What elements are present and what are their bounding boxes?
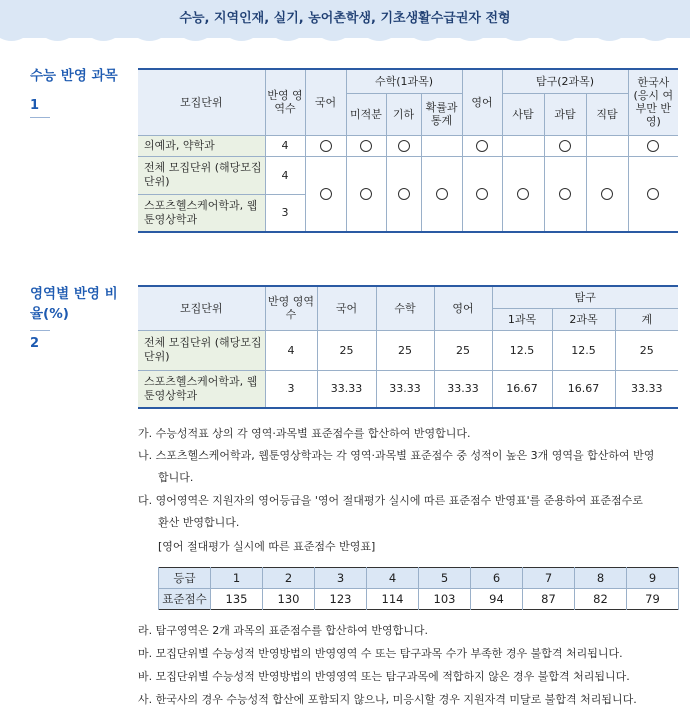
circle-mark <box>360 140 372 152</box>
row-inq1: 16.67 <box>492 370 552 408</box>
row-english: 33.33 <box>434 370 492 408</box>
circle-mark <box>476 140 488 152</box>
row-korean: 33.33 <box>317 370 376 408</box>
grade-label: 등급 <box>159 568 211 589</box>
grade-cell: 7 <box>523 568 575 589</box>
th-unit: 모집단위 <box>138 286 265 330</box>
th-math: 수학(1과목) <box>346 69 462 93</box>
row-total: 33.33 <box>615 370 678 408</box>
page-banner <box>0 0 690 38</box>
th-inquiry: 탐구(2과목) <box>502 69 628 93</box>
th-inq-science: 과탐 <box>544 93 586 135</box>
section1-rule <box>30 117 50 118</box>
th-math-calc: 미적분 <box>346 93 386 135</box>
score-cell: 94 <box>471 589 523 610</box>
note-ra: 라. 탐구영역은 2개 과목의 표준점수를 합산하여 반영합니다. <box>138 624 428 637</box>
circle-mark <box>436 188 448 200</box>
table-row <box>138 370 678 408</box>
section1-number: 1 <box>30 98 40 113</box>
circle-mark <box>476 188 488 200</box>
th-korean: 국어 <box>317 286 376 330</box>
th-english: 영어 <box>434 286 492 330</box>
grade-cell: 2 <box>263 568 315 589</box>
row-inq2: 12.5 <box>552 330 615 370</box>
reflection-subjects-table <box>138 68 678 233</box>
score-cell: 82 <box>575 589 627 610</box>
english-table-title: [영어 절대평가 실시에 따른 표준점수 반영표] <box>158 540 376 553</box>
th-korean: 국어 <box>305 69 346 135</box>
score-cell: 135 <box>211 589 263 610</box>
circle-mark <box>559 140 571 152</box>
section1-title: 수능 반영 과목 <box>30 68 118 84</box>
english-score-table <box>158 567 679 610</box>
grade-cell: 3 <box>315 568 367 589</box>
note-ba: 바. 모집단위별 수능성적 반영방법의 반영영역 또는 탐구과목에 적합하지 않은 경우 불합격 처리됩니다. <box>138 670 630 683</box>
row-unit: 의예과, 약학과 <box>138 135 265 156</box>
th-unit: 모집단위 <box>138 69 265 135</box>
score-cell: 123 <box>315 589 367 610</box>
note-ma: 마. 모집단위별 수능성적 반영방법의 반영영역 수 또는 탐구과목 수가 부족한 경우 불합격 처리됩니다. <box>138 647 623 660</box>
th-math-prob: 확률과 통계 <box>421 93 462 135</box>
th-math-geo: 기하 <box>386 93 421 135</box>
row-count: 3 <box>265 370 317 408</box>
th-inq2: 2과목 <box>552 308 615 330</box>
circle-mark <box>320 188 332 200</box>
row-count: 4 <box>265 135 305 156</box>
table-row <box>138 330 678 370</box>
circle-mark <box>647 188 659 200</box>
score-cell: 87 <box>523 589 575 610</box>
note-na-line1: 나. 스포츠헬스케어학과, 웹툰영상학과는 각 영역·과목별 표준점수 중 성적이 높은 3개 영역을 합산하여 반영 <box>138 449 655 462</box>
th-inq1: 1과목 <box>492 308 552 330</box>
th-math: 수학 <box>376 286 434 330</box>
th-inquiry: 탐구 <box>492 286 678 308</box>
banner-wave-decoration <box>0 36 690 44</box>
th-history: 한국사 (응시 여부만 반영) <box>628 69 678 135</box>
th-inq-vocational: 직탐 <box>586 93 628 135</box>
grade-row <box>159 568 679 589</box>
note-ga: 가. 수능성적표 상의 각 영역·과목별 표준점수를 합산하여 반영합니다. <box>138 427 471 440</box>
row-korean: 25 <box>317 330 376 370</box>
row-count: 4 <box>265 156 305 194</box>
circle-mark <box>647 140 659 152</box>
th-inq-social: 사탐 <box>502 93 544 135</box>
th-english: 영어 <box>462 69 502 135</box>
section2-title: 영역별 반영 비율(%) <box>30 286 118 322</box>
row-english: 25 <box>434 330 492 370</box>
row-count: 4 <box>265 330 317 370</box>
table-row <box>138 156 678 194</box>
circle-mark <box>601 188 613 200</box>
row-math: 33.33 <box>376 370 434 408</box>
note-da-line2: 환산 반영합니다. <box>158 516 240 529</box>
score-cell: 130 <box>263 589 315 610</box>
grade-cell: 8 <box>575 568 627 589</box>
circle-mark <box>517 188 529 200</box>
grade-cell: 1 <box>211 568 263 589</box>
score-row <box>159 589 679 610</box>
grade-cell: 6 <box>471 568 523 589</box>
circle-mark <box>398 188 410 200</box>
row-unit: 스포츠헬스케어학과, 웹툰영상학과 <box>138 194 265 232</box>
score-cell: 103 <box>419 589 471 610</box>
score-label: 표준점수 <box>159 589 211 610</box>
section2-number: 2 <box>30 336 40 351</box>
circle-mark <box>360 188 372 200</box>
th-count: 반영 영역수 <box>265 69 305 135</box>
note-da-line1: 다. 영어영역은 지원자의 영어등급을 '영어 절대평가 실시에 따른 표준점수 반영표'를 준용하여 표준점수로 <box>138 494 643 507</box>
banner-title: 수능, 지역인재, 실기, 농어촌학생, 기초생활수급권자 전형 <box>179 11 511 26</box>
grade-cell: 5 <box>419 568 471 589</box>
section2-rule <box>30 330 50 331</box>
grade-cell: 9 <box>627 568 679 589</box>
row-unit: 전체 모집단위 (해당모집단위) <box>138 330 265 370</box>
th-inq-total: 계 <box>615 308 678 330</box>
ratio-table <box>138 285 678 409</box>
table-row <box>138 135 678 156</box>
circle-mark <box>320 140 332 152</box>
circle-mark <box>398 140 410 152</box>
row-unit: 전체 모집단위 (해당모집단위) <box>138 156 265 194</box>
grade-cell: 4 <box>367 568 419 589</box>
row-inq1: 12.5 <box>492 330 552 370</box>
note-na-line2: 합니다. <box>158 471 194 484</box>
score-cell: 114 <box>367 589 419 610</box>
row-count: 3 <box>265 194 305 232</box>
row-unit: 스포츠헬스케어학과, 웹툰영상학과 <box>138 370 265 408</box>
row-math: 25 <box>376 330 434 370</box>
row-total: 25 <box>615 330 678 370</box>
row-inq2: 16.67 <box>552 370 615 408</box>
th-count: 반영 영역수 <box>265 286 317 330</box>
note-sa: 사. 한국사의 경우 수능성적 합산에 포함되지 않으나, 미응시할 경우 지원자격 미달로 불합격 처리됩니다. <box>138 693 637 706</box>
score-cell: 79 <box>627 589 679 610</box>
circle-mark <box>559 188 571 200</box>
